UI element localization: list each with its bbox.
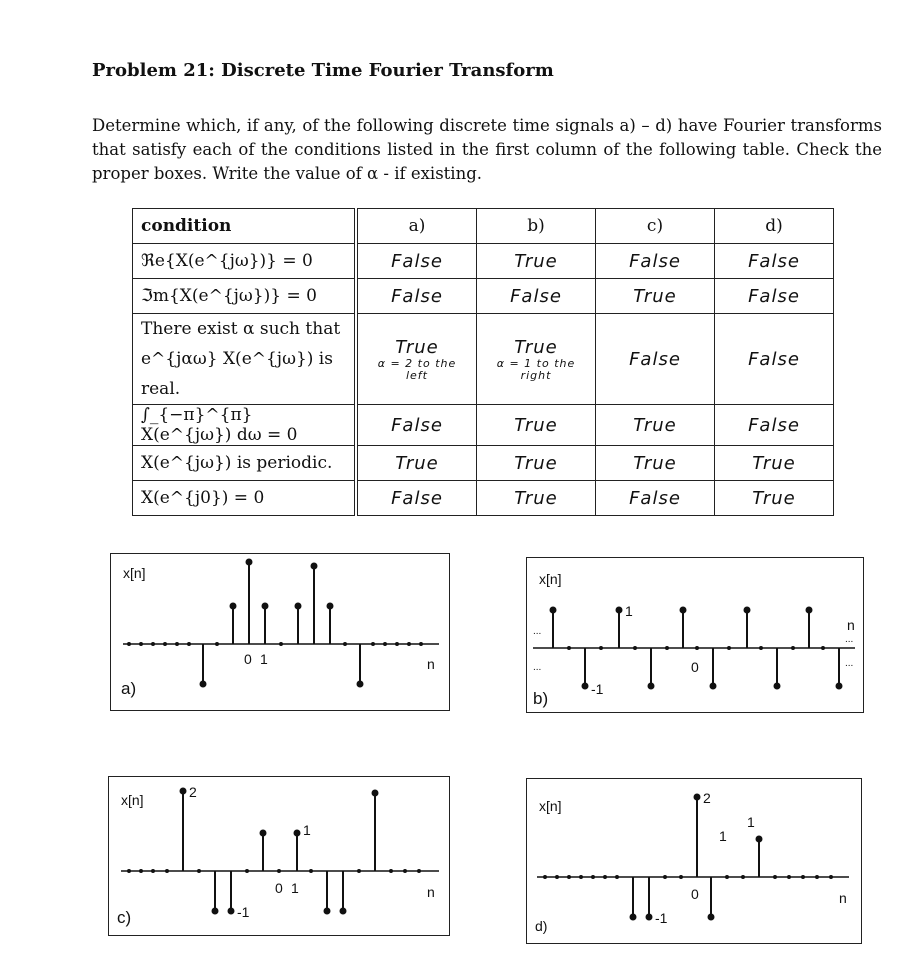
plot-b-svg — [527, 558, 863, 712]
answer-d[interactable]: False — [715, 279, 834, 314]
table-row — [133, 314, 834, 405]
plot-b-dots-right: ... — [845, 634, 854, 645]
stem-dot — [709, 915, 714, 920]
answer-a[interactable]: False — [356, 481, 477, 516]
answer-b[interactable]: True — [477, 446, 596, 481]
stem-dot — [757, 837, 762, 842]
conditions-table — [132, 208, 834, 516]
stem-dot — [711, 684, 716, 689]
header-condition: condition — [133, 209, 357, 244]
stem-dot — [358, 682, 363, 687]
row-condition: ℜe{X(e^{jω})} = 0 — [133, 244, 357, 279]
stem-dot — [373, 791, 378, 796]
stem-dot — [341, 909, 346, 914]
row-condition: X(e^{j0}) = 0 — [133, 481, 357, 516]
plot-c-panel: c) — [117, 908, 132, 927]
stem-dot — [325, 909, 330, 914]
stem-dot — [807, 608, 812, 613]
stem-dot — [583, 684, 588, 689]
plot-d — [526, 778, 862, 944]
alpha-note-b: α = 1 to the right — [496, 356, 576, 382]
stem-dot — [295, 831, 300, 836]
table-row — [133, 279, 834, 314]
plot-c-val1: 1 — [303, 822, 311, 838]
plot-c-ylabel: x[n] — [121, 792, 144, 808]
stem-dot — [231, 604, 236, 609]
plot-c-val2: 2 — [189, 784, 197, 800]
answer-b[interactable]: True — [477, 481, 596, 516]
answer-d[interactable]: False — [715, 314, 834, 405]
header-d: d) — [715, 209, 834, 244]
header-a: a) — [356, 209, 477, 244]
stem-dot — [328, 604, 333, 609]
plot-d-svg — [527, 779, 861, 943]
plot-c-tick0: 0 — [275, 880, 283, 896]
plot-c — [108, 776, 450, 936]
plot-b-xlabel: n — [847, 617, 855, 633]
stem-dot — [229, 909, 234, 914]
problem-title: Problem 21: Discrete Time Fourier Transform — [92, 60, 554, 81]
answer-d[interactable]: True — [715, 481, 834, 516]
stem-dot — [681, 608, 686, 613]
stem-dot — [631, 915, 636, 920]
plot-b-val1: 1 — [625, 603, 633, 619]
table-row — [133, 481, 834, 516]
answer-d[interactable]: False — [715, 244, 834, 279]
plot-b-tick0: 0 — [691, 659, 699, 675]
plot-c-valm1: -1 — [237, 904, 250, 920]
stem-dot — [837, 684, 842, 689]
row-condition: There exist α such that e^{jαω} X(e^{jω}) is real. — [133, 314, 357, 405]
answer-a[interactable]: False — [356, 405, 477, 446]
plot-b-dots-left: ... — [533, 626, 542, 637]
plot-a-ylabel: x[n] — [123, 565, 146, 581]
plot-d-valm1: -1 — [655, 910, 668, 926]
stem-dot — [775, 684, 780, 689]
answer-a: True — [395, 336, 439, 358]
answer-c[interactable]: True — [596, 405, 715, 446]
plot-d-panel: d) — [535, 918, 548, 934]
stem-dot — [312, 564, 317, 569]
answer-c[interactable]: False — [596, 244, 715, 279]
answer-b[interactable]: False — [477, 279, 596, 314]
answer-d[interactable]: True — [715, 446, 834, 481]
plot-d-val1: 1 — [719, 828, 727, 844]
table-row — [133, 446, 834, 481]
plot-c-svg — [109, 777, 449, 935]
plot-a-panel: a) — [121, 679, 137, 698]
plot-b-valm1: -1 — [591, 681, 604, 697]
plot-b-panel: b) — [533, 689, 549, 708]
stem-dot — [213, 909, 218, 914]
answer-a[interactable]: False — [356, 279, 477, 314]
plot-d-val1b: 1 — [747, 814, 755, 830]
answer-b-cell[interactable] — [477, 314, 596, 405]
answer-b: True — [514, 336, 558, 358]
stem-dot — [649, 684, 654, 689]
stems-a — [201, 560, 363, 687]
stem-dot — [695, 795, 700, 800]
stem-dot — [201, 682, 206, 687]
plot-d-xlabel: n — [839, 890, 847, 906]
plot-a-tick1: 1 — [260, 651, 268, 667]
plot-b-dots-right-low: ... — [845, 658, 854, 669]
header-b: b) — [477, 209, 596, 244]
plot-a — [110, 553, 450, 711]
table-row — [133, 244, 834, 279]
plot-a-tick0: 0 — [244, 651, 252, 667]
row-condition: X(e^{jω}) is periodic. — [133, 446, 357, 481]
answer-c[interactable]: False — [596, 481, 715, 516]
answer-b[interactable]: True — [477, 244, 596, 279]
stem-dot — [181, 789, 186, 794]
plot-c-xlabel: n — [427, 884, 435, 900]
stem-dot — [647, 915, 652, 920]
plot-b-ylabel: x[n] — [539, 571, 562, 587]
row-condition: ℑm{X(e^{jω})} = 0 — [133, 279, 357, 314]
table-header-row — [133, 209, 834, 244]
answer-a-cell[interactable] — [356, 314, 477, 405]
answer-a[interactable]: True — [356, 446, 477, 481]
header-c: c) — [596, 209, 715, 244]
plot-c-tick1: 1 — [291, 880, 299, 896]
plot-b — [526, 557, 864, 713]
answer-c[interactable]: False — [596, 314, 715, 405]
answer-b[interactable]: True — [477, 405, 596, 446]
plot-a-xlabel: n — [427, 656, 435, 672]
answer-c[interactable]: True — [596, 446, 715, 481]
row-condition: ∫_{−π}^{π} X(e^{jω}) dω = 0 — [133, 405, 357, 446]
plot-d-val2: 2 — [703, 790, 711, 806]
stem-dot — [296, 604, 301, 609]
answer-d[interactable]: False — [715, 405, 834, 446]
plot-b-dots-left-low: ... — [533, 662, 542, 673]
problem-intro: Determine which, if any, of the following discrete time signals a) – d) have Fourier transforms that satisfy each of the conditions listed in the first column of the following table. Check the proper boxes. Write the value of α - if existing. — [92, 116, 882, 183]
plot-a-svg — [111, 554, 449, 710]
answer-c[interactable]: True — [596, 279, 715, 314]
stem-dot — [745, 608, 750, 613]
plot-d-tick0: 0 — [691, 886, 699, 902]
alpha-note-a: α = 2 to the left — [377, 356, 457, 382]
plot-d-ylabel: x[n] — [539, 798, 562, 814]
table-row — [133, 405, 834, 446]
stem-dot — [617, 608, 622, 613]
stem-dot — [263, 604, 268, 609]
stem-dot — [261, 831, 266, 836]
stem-dot — [247, 560, 252, 565]
answer-a[interactable]: False — [356, 244, 477, 279]
stem-dot — [551, 608, 556, 613]
